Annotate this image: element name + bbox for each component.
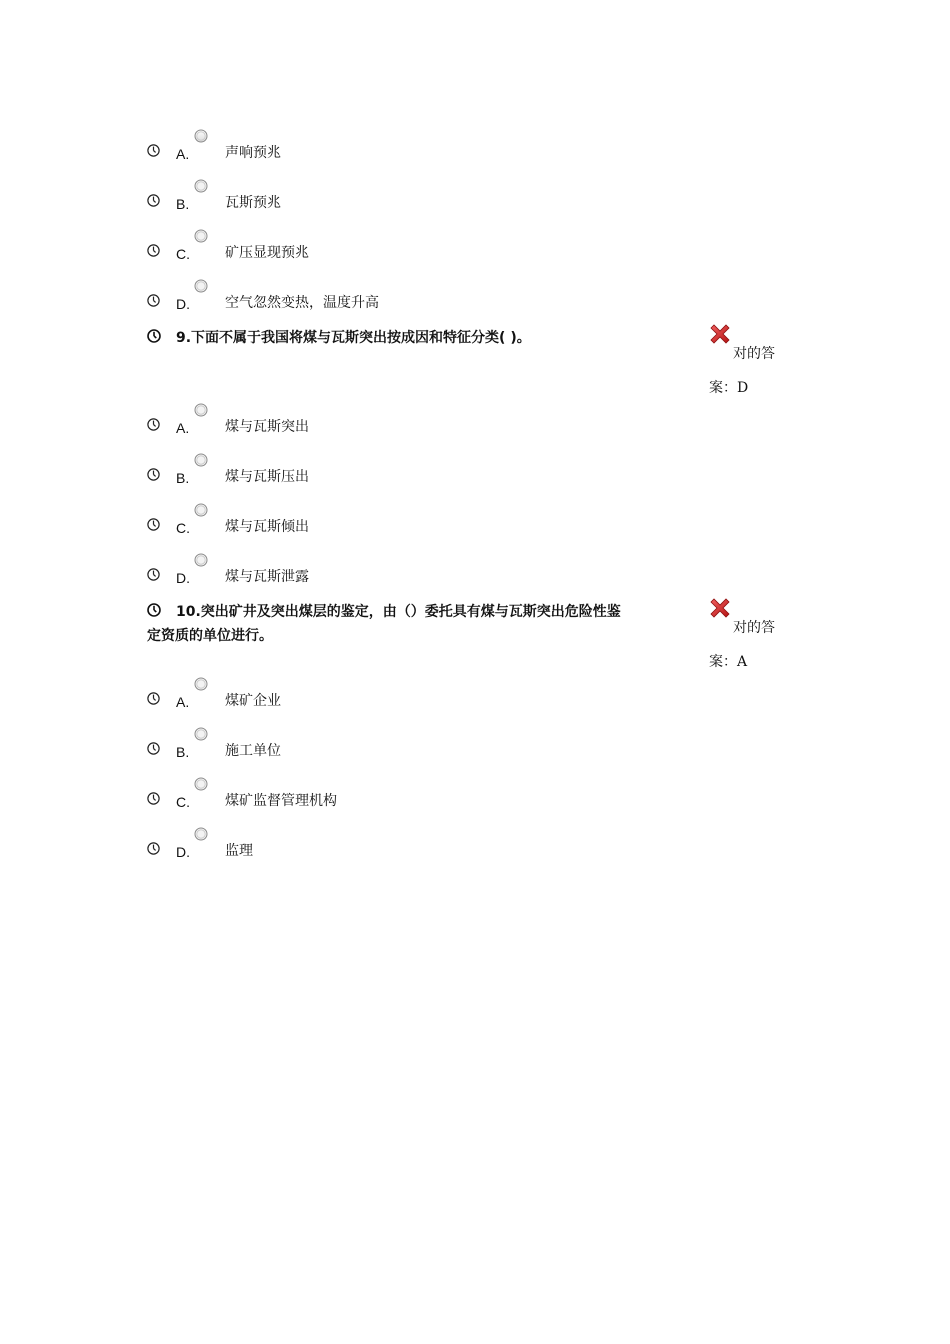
clock-icon	[147, 194, 160, 207]
clock-icon	[147, 329, 160, 342]
option-letter: C.	[176, 246, 190, 262]
radio-button-icon[interactable]	[194, 677, 208, 691]
option-letter: A.	[176, 694, 190, 710]
clock-icon	[147, 518, 160, 531]
correct-answer-label: 对的答	[733, 620, 775, 636]
option-letter: A.	[176, 146, 190, 162]
option-text: 声响预兆	[225, 145, 281, 161]
clock-icon	[147, 418, 160, 431]
question-text-line2: 定资质的单位进行。	[147, 628, 273, 644]
option-text: 施工单位	[225, 743, 281, 759]
option-letter: B.	[176, 196, 190, 212]
clock-icon	[147, 244, 160, 257]
clock-icon	[147, 568, 160, 581]
clock-icon	[147, 692, 160, 705]
correct-answer-value: 案：D	[709, 380, 749, 396]
radio-button-icon[interactable]	[194, 553, 208, 567]
clock-icon	[147, 294, 160, 307]
option-text: 监理	[225, 843, 253, 859]
clock-icon	[147, 603, 160, 616]
correct-answer-label: 对的答	[733, 346, 775, 362]
radio-button-icon[interactable]	[194, 777, 208, 791]
radio-button-icon[interactable]	[194, 727, 208, 741]
option-text: 煤与瓦斯压出	[225, 469, 309, 485]
radio-button-icon[interactable]	[194, 827, 208, 841]
option-letter: D.	[176, 570, 190, 586]
radio-button-icon[interactable]	[194, 503, 208, 517]
option-text: 空气忽然变热，温度升高	[225, 295, 379, 311]
option-letter: B.	[176, 470, 190, 486]
option-text: 瓦斯预兆	[225, 195, 281, 211]
option-text: 煤矿监督管理机构	[225, 793, 337, 809]
option-text: 煤与瓦斯泄露	[225, 569, 309, 585]
red-x-icon	[707, 595, 733, 621]
option-text: 煤与瓦斯突出	[225, 419, 309, 435]
radio-button-icon[interactable]	[194, 403, 208, 417]
clock-icon	[147, 792, 160, 805]
clock-icon	[147, 144, 160, 157]
option-letter: D.	[176, 844, 190, 860]
option-letter: D.	[176, 296, 190, 312]
option-letter: C.	[176, 520, 190, 536]
question-text-line1: 10.突出矿井及突出煤层的鉴定，由（）委托具有煤与瓦斯突出危险性鉴	[176, 604, 621, 620]
option-text: 矿压显现预兆	[225, 245, 309, 261]
clock-icon	[147, 742, 160, 755]
question-text: 9.下面不属于我国将煤与瓦斯突出按成因和特征分类( )。	[176, 330, 531, 346]
radio-button-icon[interactable]	[194, 453, 208, 467]
clock-icon	[147, 842, 160, 855]
option-text: 煤矿企业	[225, 693, 281, 709]
option-text: 煤与瓦斯倾出	[225, 519, 309, 535]
radio-button-icon[interactable]	[194, 179, 208, 193]
option-letter: A.	[176, 420, 190, 436]
red-x-icon	[707, 321, 733, 347]
radio-button-icon[interactable]	[194, 129, 208, 143]
radio-button-icon[interactable]	[194, 279, 208, 293]
radio-button-icon[interactable]	[194, 229, 208, 243]
correct-answer-value: 案：A	[709, 654, 748, 670]
option-letter: C.	[176, 794, 190, 810]
option-letter: B.	[176, 744, 190, 760]
clock-icon	[147, 468, 160, 481]
